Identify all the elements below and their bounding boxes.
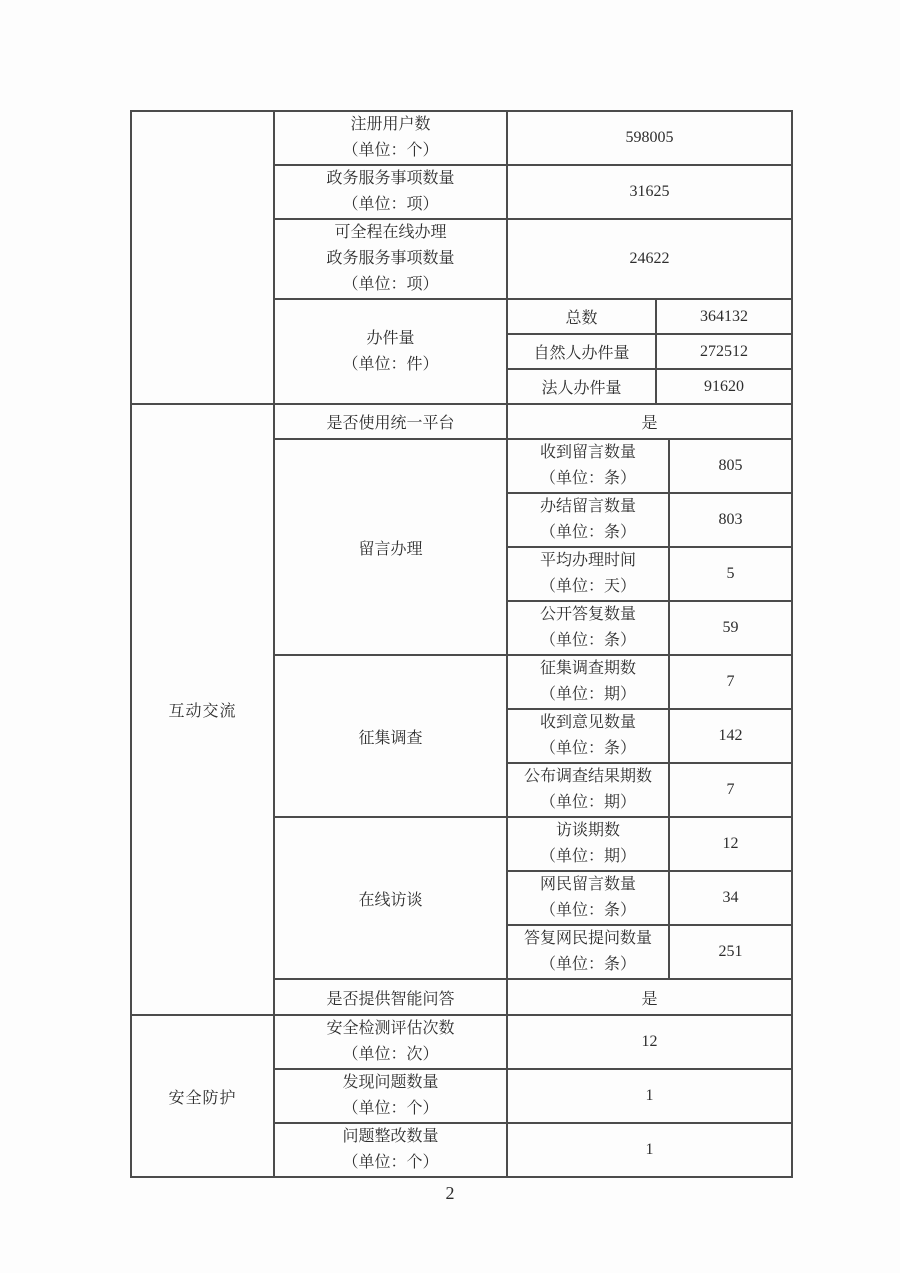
survey-opinions-label	[507, 709, 669, 763]
interview-messages-label	[507, 871, 669, 925]
full-online-item	[274, 219, 507, 299]
item-unit: （单位：个）	[342, 142, 439, 159]
handling-legal-label: 法人办件量	[507, 369, 656, 404]
messages-completed-label	[507, 493, 669, 547]
sub-unit: （单位：条）	[539, 470, 636, 487]
problems-found-item	[274, 1069, 507, 1123]
item-unit: （单位：个）	[342, 1154, 439, 1171]
interview-replies-label	[507, 925, 669, 979]
problems-fixed-value: 1	[507, 1123, 792, 1177]
sub-label: 办结留言数量	[539, 498, 636, 515]
sub-label: 平均办理时间	[539, 552, 636, 569]
interview-replies-value: 251	[669, 925, 792, 979]
sub-unit: （单位：条）	[539, 524, 636, 541]
full-online-value: 24622	[507, 219, 792, 299]
messages-public-reply-value: 59	[669, 601, 792, 655]
sub-unit: （单位：期）	[539, 794, 636, 811]
survey-results-label	[507, 763, 669, 817]
group-cell-security: 安全防护	[131, 1015, 274, 1177]
sub-label: 公布调查结果期数	[523, 768, 652, 785]
sub-label: 网民留言数量	[539, 876, 636, 893]
handling-total-value: 364132	[656, 299, 792, 334]
service-items-item	[274, 165, 507, 219]
messages-received-value: 805	[669, 439, 792, 493]
handling-item	[274, 299, 507, 404]
messages-avg-days-label	[507, 547, 669, 601]
interview-item: 在线访谈	[274, 817, 507, 979]
unified-platform-label: 是否使用统一平台	[274, 404, 507, 439]
item-unit: （单位：件）	[342, 355, 439, 373]
handling-natural-label: 自然人办件量	[507, 334, 656, 369]
sub-unit: （单位：条）	[539, 632, 636, 649]
survey-results-value: 7	[669, 763, 792, 817]
item-unit: （单位：项）	[342, 196, 439, 213]
item-label: 安全检测评估次数	[326, 1020, 455, 1037]
item-label: 政务服务事项数量	[326, 170, 455, 187]
group-cell-blank	[131, 111, 274, 404]
group-cell-interaction: 互动交流	[131, 404, 274, 1015]
item-label-line2: 政务服务事项数量	[326, 250, 455, 267]
item-label: 发现问题数量	[342, 1074, 439, 1091]
item-label-line1: 可全程在线办理	[334, 224, 447, 241]
report-table	[130, 110, 793, 1178]
sub-label: 访谈期数	[555, 822, 620, 839]
survey-periods-value: 7	[669, 655, 792, 709]
security-check-value: 12	[507, 1015, 792, 1069]
messages-avg-days-value: 5	[669, 547, 792, 601]
registered-users-item	[274, 111, 507, 165]
sub-unit: （单位：条）	[539, 902, 636, 919]
smart-qa-label: 是否提供智能问答	[274, 979, 507, 1015]
security-check-item	[274, 1015, 507, 1069]
messages-public-reply-label	[507, 601, 669, 655]
service-items-value: 31625	[507, 165, 792, 219]
interview-periods-label	[507, 817, 669, 871]
sub-label: 收到意见数量	[539, 714, 636, 731]
survey-periods-label	[507, 655, 669, 709]
survey-item: 征集调查	[274, 655, 507, 817]
page-number: 2	[445, 1183, 455, 1203]
item-label: 问题整改数量	[342, 1128, 439, 1145]
sub-unit: （单位：期）	[539, 686, 636, 703]
sub-unit: （单位：期）	[539, 848, 636, 865]
unified-platform-value: 是	[507, 404, 792, 439]
item-unit: （单位：个）	[342, 1100, 439, 1117]
problems-found-value: 1	[507, 1069, 792, 1123]
item-unit: （单位：项）	[342, 276, 439, 293]
item-label: 办件量	[366, 329, 415, 347]
handling-total-label: 总数	[507, 299, 656, 334]
interview-messages-value: 34	[669, 871, 792, 925]
sub-label: 收到留言数量	[539, 444, 636, 461]
interview-periods-value: 12	[669, 817, 792, 871]
handling-legal-value: 91620	[656, 369, 792, 404]
smart-qa-value: 是	[507, 979, 792, 1015]
registered-users-value: 598005	[507, 111, 792, 165]
problems-fixed-item	[274, 1123, 507, 1177]
item-label: 注册用户数	[350, 116, 431, 133]
sub-label: 公开答复数量	[539, 606, 636, 623]
item-unit: （单位：次）	[342, 1046, 439, 1063]
handling-natural-value: 272512	[656, 334, 792, 369]
sub-unit: （单位：条）	[539, 956, 636, 973]
messages-completed-value: 803	[669, 493, 792, 547]
sub-unit: （单位：天）	[539, 578, 636, 595]
sub-unit: （单位：条）	[539, 740, 636, 757]
sub-label: 答复网民提问数量	[523, 930, 652, 947]
sub-label: 征集调查期数	[539, 660, 636, 677]
messages-received-label	[507, 439, 669, 493]
messages-item: 留言办理	[274, 439, 507, 655]
survey-opinions-value: 142	[669, 709, 792, 763]
